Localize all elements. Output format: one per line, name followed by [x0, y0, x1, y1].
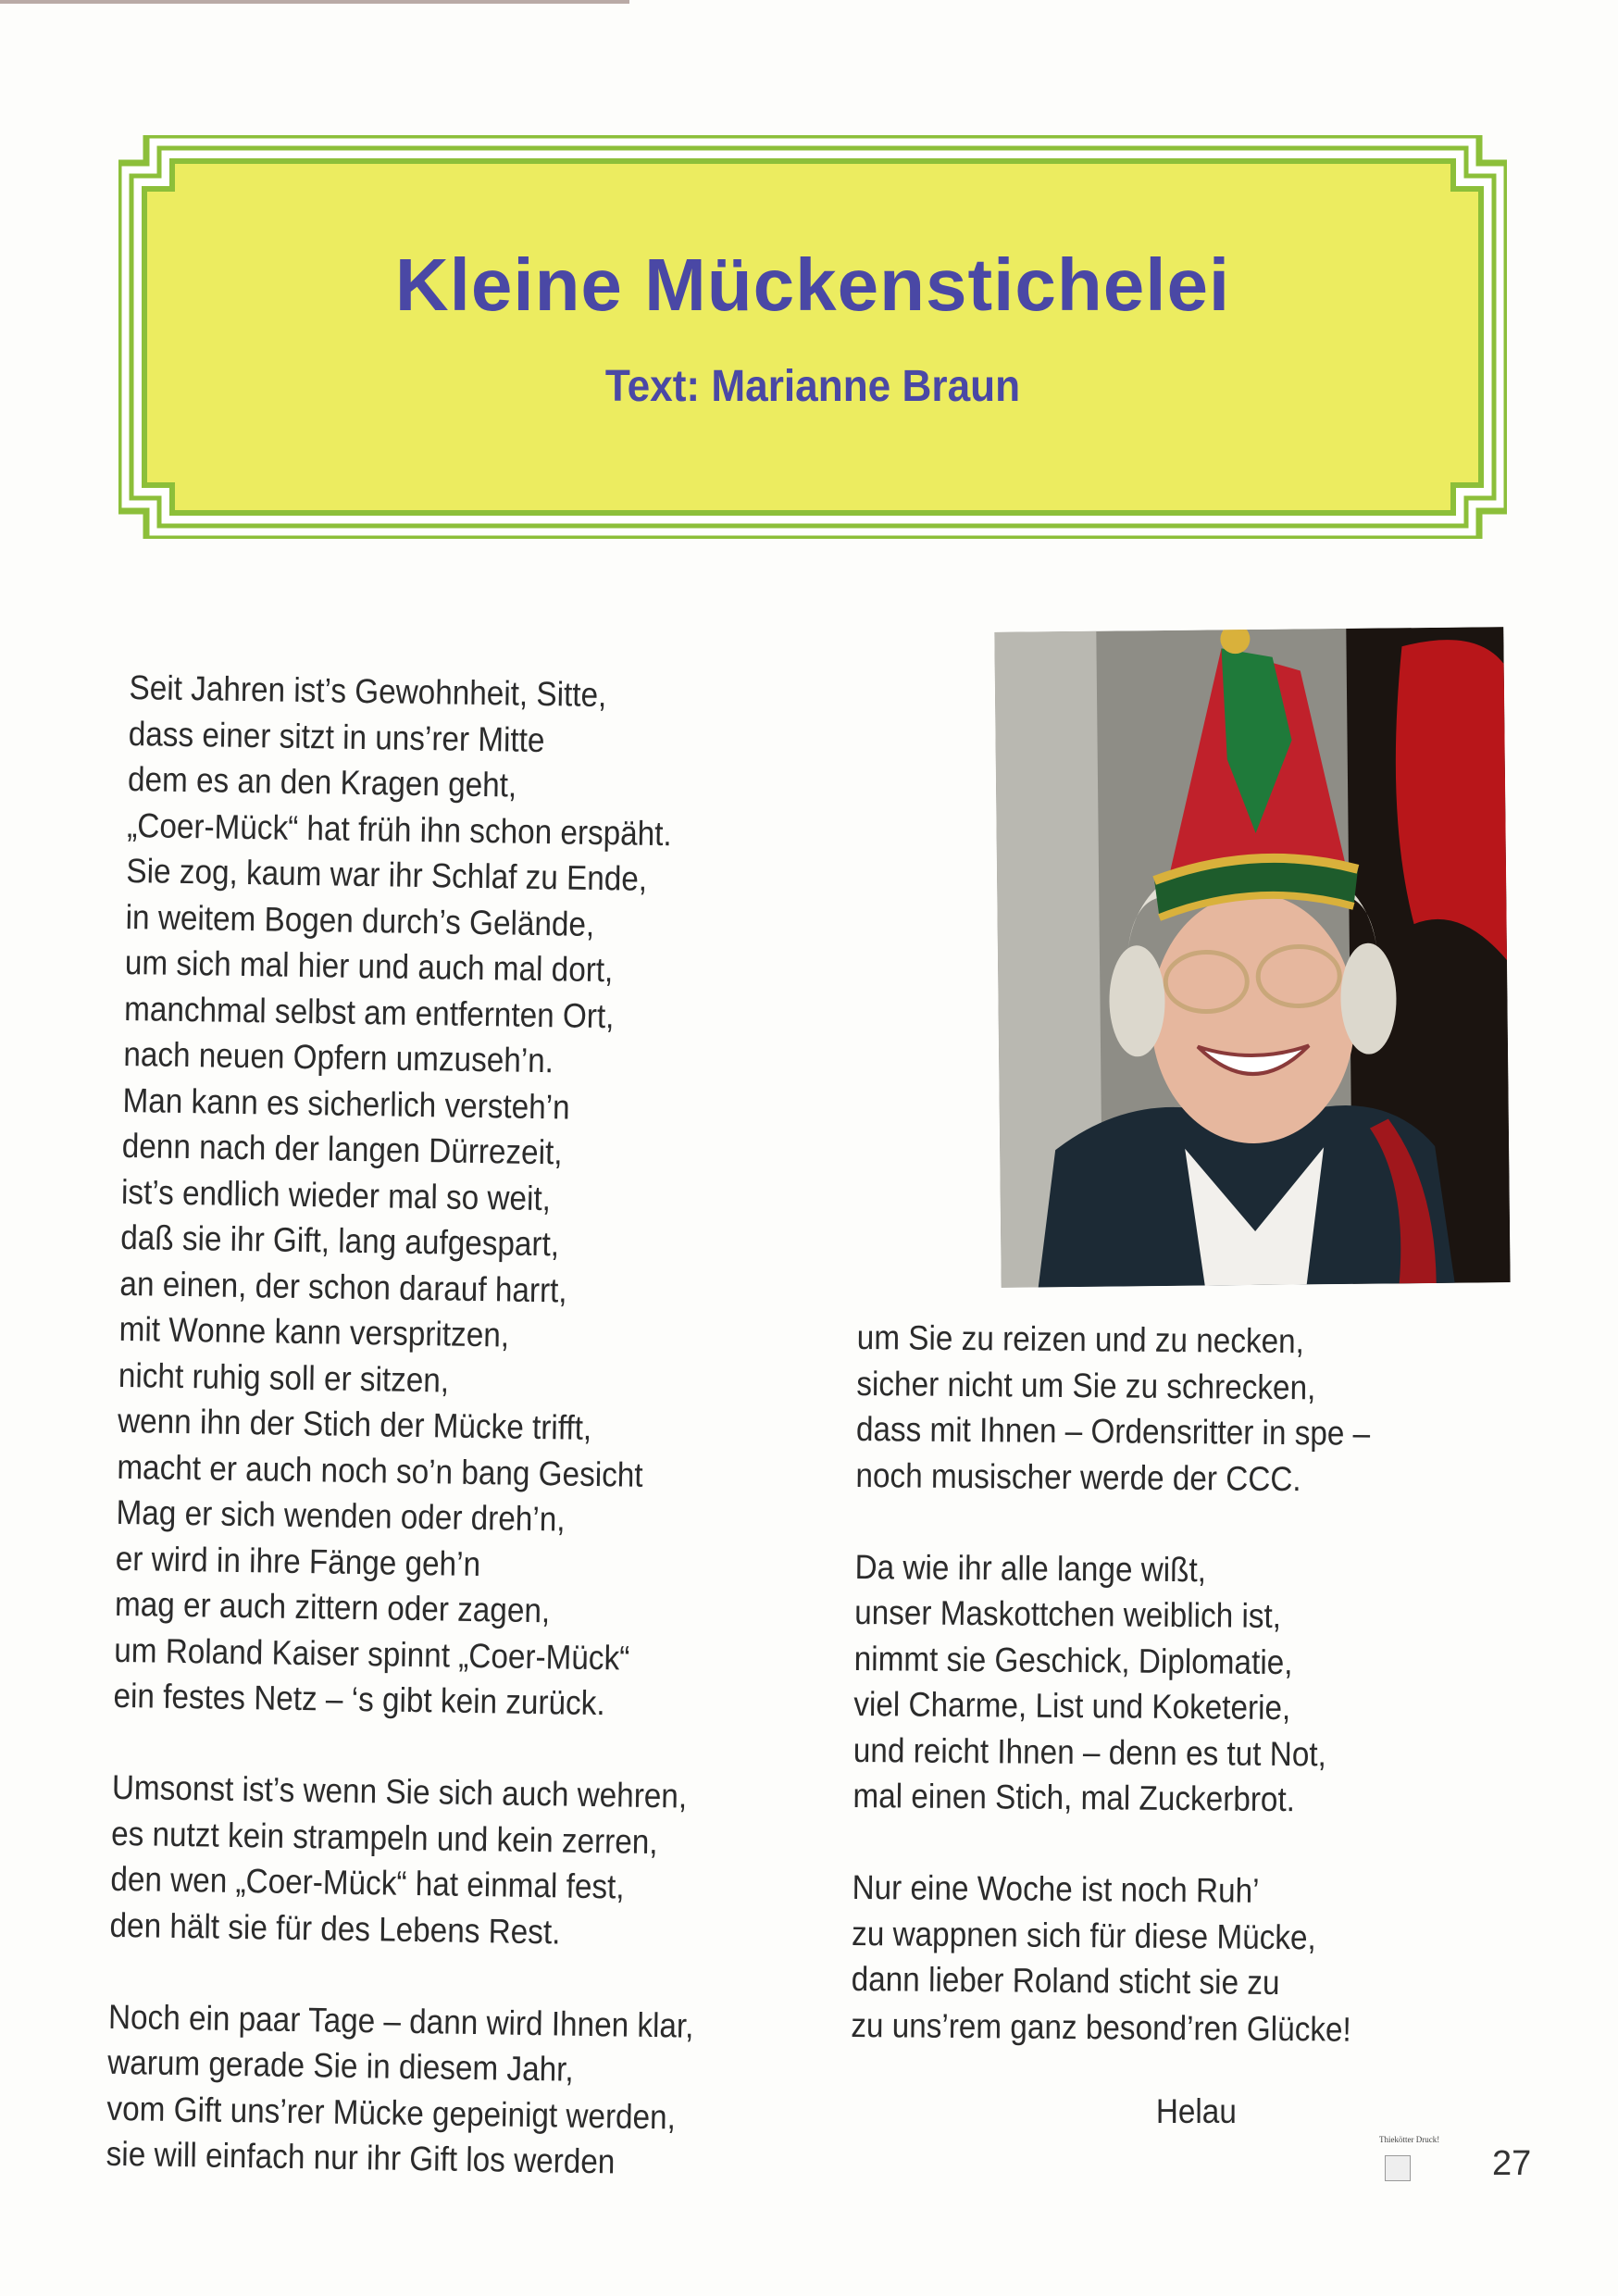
poem-left-column — [106, 665, 779, 2187]
poem-line: um Roland Kaiser spinnt „Coer-Mück“ — [113, 1630, 630, 1678]
poem-line: „Coer-Mück“ hat früh ihn schon erspäht. — [126, 805, 673, 853]
poem-line: Mag er sich wenden oder dreh’n, — [116, 1492, 566, 1539]
printer-mark — [1379, 2135, 1440, 2181]
author-subtitle: Text: Marianne Braun — [604, 362, 1021, 411]
poem-line: noch musischer werde der CCC. — [855, 1455, 1301, 1498]
poem-line: macht er auch noch so’n bang Gesicht — [117, 1447, 643, 1494]
poem-line: Noch ein paar Tage – dann wird Ihnen klar, — [107, 1997, 694, 2045]
poem-line: dann lieber Roland sticht sie zu — [851, 1959, 1280, 2003]
poem-line: um Sie zu reizen und zu necken, — [856, 1317, 1305, 1361]
poem-line: er wird in ihre Fänge geh’n — [115, 1539, 481, 1583]
poem-line: mit Wonne kann verspritzen, — [118, 1309, 510, 1354]
poem-line: vom Gift uns’rer Mücke gepeinigt werden, — [106, 2089, 677, 2136]
poem-line: denn nach der langen Dürrezeit, — [121, 1126, 563, 1172]
poem-line: Nur eine Woche ist noch Ruh’ — [852, 1867, 1260, 1910]
signoff: Helau — [1155, 2092, 1237, 2130]
title-banner — [118, 135, 1507, 539]
poem-line: wenn ihn der Stich der Mücke trifft, — [117, 1401, 592, 1447]
poem-line: in weitem Bogen durch’s Gelände, — [125, 897, 595, 943]
poem-line: manchmal selbst am entfernten Ort, — [123, 989, 615, 1035]
poem-line: dass einer sitzt in uns’rer Mitte — [128, 714, 545, 759]
poem-line: zu wappnen sich für diese Mücke, — [851, 1914, 1316, 1956]
printer-logo-icon — [1385, 2155, 1411, 2181]
poem-line: den hält sie für des Lebens Rest. — [109, 1905, 561, 1951]
poem-line: dass mit Ihnen – Ordensritter in spe – — [855, 1409, 1371, 1453]
page-number: 27 — [1492, 2144, 1532, 2183]
poem-line: ein festes Netz – ‘s gibt kein zurück. — [113, 1676, 605, 1723]
poem-line: Umsonst ist’s wenn Sie sich auch wehren, — [111, 1767, 688, 1816]
poem-line: warum gerade Sie in diesem Jahr, — [106, 2042, 575, 2089]
poem-line: Da wie ihr alle lange wißt, — [854, 1547, 1207, 1589]
poem-line: unser Maskottchen weiblich ist, — [854, 1592, 1282, 1636]
poem-line: Sie zog, kaum war ihr Schlaf zu Ende, — [126, 851, 648, 898]
poem-line: sie will einfach nur ihr Gift los werden — [106, 2134, 616, 2181]
poem-line: ist’s endlich wieder mal so weit, — [120, 1172, 552, 1217]
portrait-photo-icon — [994, 627, 1510, 1288]
poem-line: nicht ruhig soll er sitzen, — [118, 1355, 450, 1400]
poem-line: und reicht Ihnen – denn es tut Not, — [853, 1730, 1327, 1773]
poem-line: es nutzt kein strampeln und kein zerren, — [110, 1814, 658, 1861]
poem-line: um sich mal hier und auch mal dort, — [124, 942, 614, 990]
poem-line: nach neuen Opfern umzuseh’n. — [123, 1034, 554, 1080]
poem-line: an einen, der schon darauf harrt, — [119, 1264, 567, 1310]
poem-line: nimmt sie Geschick, Diplomatie, — [853, 1639, 1293, 1681]
poem-line: Man kann es sicherlich versteh’n — [122, 1080, 570, 1127]
top-edge-line — [0, 0, 629, 4]
stanza-gap — [853, 1818, 1424, 1869]
poem-line: daß sie ihr Gift, lang aufgespart, — [119, 1217, 560, 1264]
poem-right-column — [851, 1315, 1428, 2053]
poem-line: sicher nicht um Sie zu schrecken, — [856, 1364, 1316, 1406]
poem-line: den wen „Coer-Mück“ hat einmal fest, — [110, 1859, 625, 1906]
stanza-gap — [855, 1498, 1426, 1549]
portrait-photo — [994, 627, 1510, 1288]
poem-line: zu uns’rem ganz besond’ren Glücke! — [851, 2005, 1351, 2049]
poem-line: mag er auch zittern oder zagen, — [114, 1584, 551, 1630]
poem-line: viel Charme, List und Koketerie, — [853, 1684, 1291, 1728]
poem-line: mal einen Stich, mal Zuckerbrot. — [853, 1776, 1296, 1819]
poem-line: dem es an den Kragen geht, — [127, 759, 517, 805]
poem-line: Seit Jahren ist’s Gewohnheit, Sitte, — [129, 668, 607, 715]
page-title: Kleine Mückenstichelei — [394, 243, 1231, 326]
printer-mark-label: Thiekötter Druck! — [1379, 2135, 1440, 2144]
